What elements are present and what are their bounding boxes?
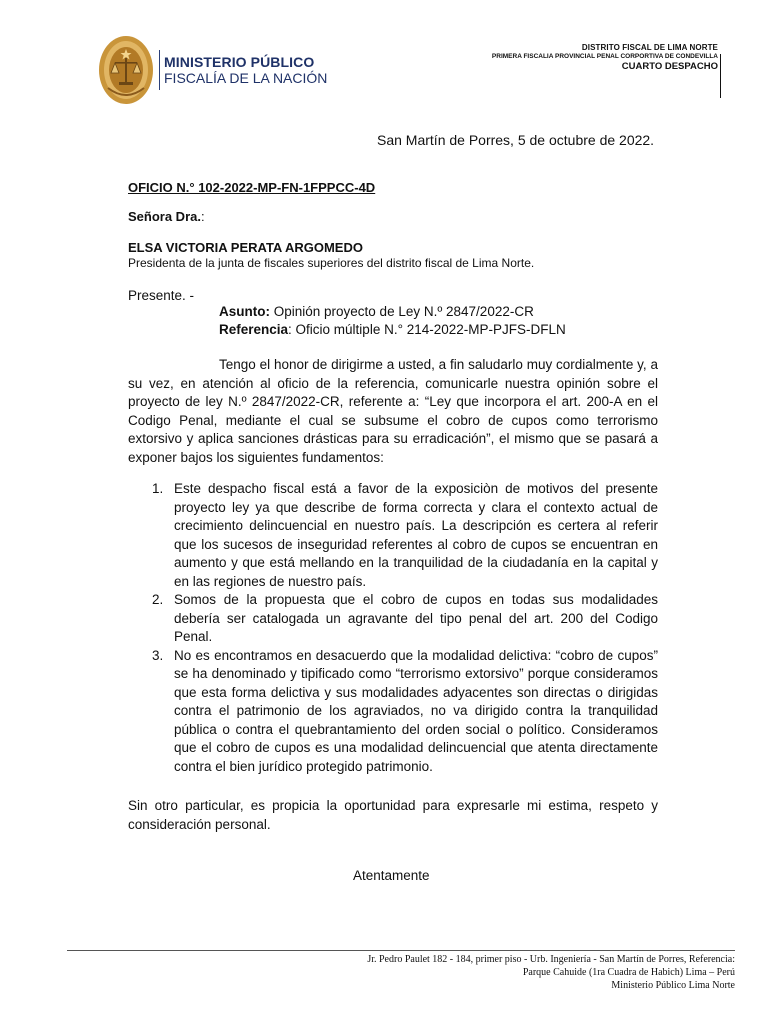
letter-date: San Martín de Porres, 5 de octubre de 2022. bbox=[377, 132, 655, 148]
reference-line bbox=[219, 322, 566, 337]
intro-paragraph: Tengo el honor de dirigirme a usted, a fin saludarlo muy cordialmente y, a su vez, en atención al oficio de la referencia, comunicarle nuestra opinión sobre el proyecto de ley N.º 2847/2022-CR, referente a: “Ley que incorpora el art. 200-A en el Codigo Penal, mediante el cual se subsume el cobro de cupos como terrorismo extorsivo y aplica sanciones drásticas para su erradicación”, el mismo que se pasará a exponer bajos los siguientes fundamentos: bbox=[128, 357, 658, 465]
list-item-text: Somos de la propuesta que el cobro de cupos en todas sus modalidades debería ser catalogada un agravante del tipo penal del art. 200 del Codigo Penal. bbox=[174, 592, 658, 644]
footer-line-2: Parque Cahuide (1ra Cuadra de Habich) Lima – Perú bbox=[522, 967, 735, 978]
subject-line bbox=[219, 304, 534, 319]
footer-divider bbox=[67, 950, 735, 951]
footer-address bbox=[367, 953, 735, 992]
fundamentos-list bbox=[128, 480, 658, 776]
salutation bbox=[128, 209, 205, 224]
footer-line-1: Jr. Pedro Paulet 182 - 184, primer piso - Urb. Ingeniería - San Martín de Porres, Referencia: bbox=[367, 954, 735, 965]
logo-divider bbox=[159, 50, 160, 90]
ministerio-publico-logo bbox=[164, 55, 327, 85]
list-item bbox=[128, 591, 658, 647]
presente-line: Presente. - bbox=[128, 288, 195, 303]
logo-subtitle: FISCALÍA DE LA NACIÓN bbox=[164, 70, 328, 86]
header-district: DISTRITO FISCAL DE LIMA NORTE bbox=[581, 43, 718, 52]
salutation-text: Señora Dra. bbox=[128, 209, 201, 224]
list-item-text: No es encontramos en desacuerdo que la modalidad delictiva: “cobro de cupos” se ha denominado y tipificado como “terrorismo extorsivo” porque consideramos que esta forma delictiva y sus modalidades adyacentes son directas o dirigidas contra el patrimonio de los agraviados, no va dirigido contra la tranquilidad pública o contra el quebrantamiento del orden social o político. Consideramos que el cobro de cupos es una modalidad delincuencial que atenta directamente contra el bien jurídico protegido patrimonio. bbox=[174, 647, 658, 774]
header-despacho: CUARTO DESPACHO bbox=[621, 61, 718, 73]
logo-title: MINISTERIO PÚBLICO bbox=[164, 54, 315, 70]
list-item-number: 2. bbox=[152, 592, 164, 607]
list-item bbox=[128, 480, 658, 591]
oficio-number: OFICIO N.° 102-2022-MP-FN-1FPPCC-4D bbox=[128, 180, 376, 195]
header-vertical-rule bbox=[720, 54, 721, 98]
subject-label: Asunto: bbox=[219, 304, 270, 319]
list-item-text: Este despacho fiscal está a favor de la exposiciòn de motivos del presente proyecto ley ya que describe de forma correcta y clara el contexto actual de crecimiento delincuencial en nuestro país. La descripción es certera al referir que los sucesos de inseguridad referentes al cobro de cupos se encuentran en aumento y que está mellando en la tranquilidad de la ciudadanía en la capital y en las regiones de nuestro país. bbox=[174, 481, 658, 589]
recipient-title: Presidenta de la junta de fiscales superiores del distrito fiscal de Lima Norte. bbox=[128, 256, 535, 270]
closing-paragraph: Sin otro particular, es propicia la oportunidad para expresarle mi estima, respeto y consideración personal. bbox=[128, 798, 658, 832]
subject-text: Opinión proyecto de Ley N.º 2847/2022-CR bbox=[270, 304, 534, 319]
list-item-number: 3. bbox=[152, 647, 164, 663]
list-item-number: 1. bbox=[152, 481, 164, 496]
recipient-name: ELSA VICTORIA PERATA ARGOMEDO bbox=[128, 240, 363, 255]
signoff: Atentamente bbox=[353, 868, 430, 883]
ministerio-publico-seal-icon bbox=[96, 30, 156, 108]
header-prosecutor-office: PRIMERA FISCALIA PROVINCIAL PENAL CORPORTIVA DE CONDEVILLA bbox=[491, 53, 718, 60]
reference-text: : Oficio múltiple N.° 214-2022-MP-PJFS-DFLN bbox=[288, 322, 566, 337]
header-office-block bbox=[492, 43, 718, 73]
reference-label: Referencia bbox=[219, 322, 289, 337]
list-item bbox=[128, 647, 658, 777]
salutation-colon: : bbox=[200, 209, 205, 224]
footer-line-3: Ministerio Público Lima Norte bbox=[611, 980, 735, 991]
